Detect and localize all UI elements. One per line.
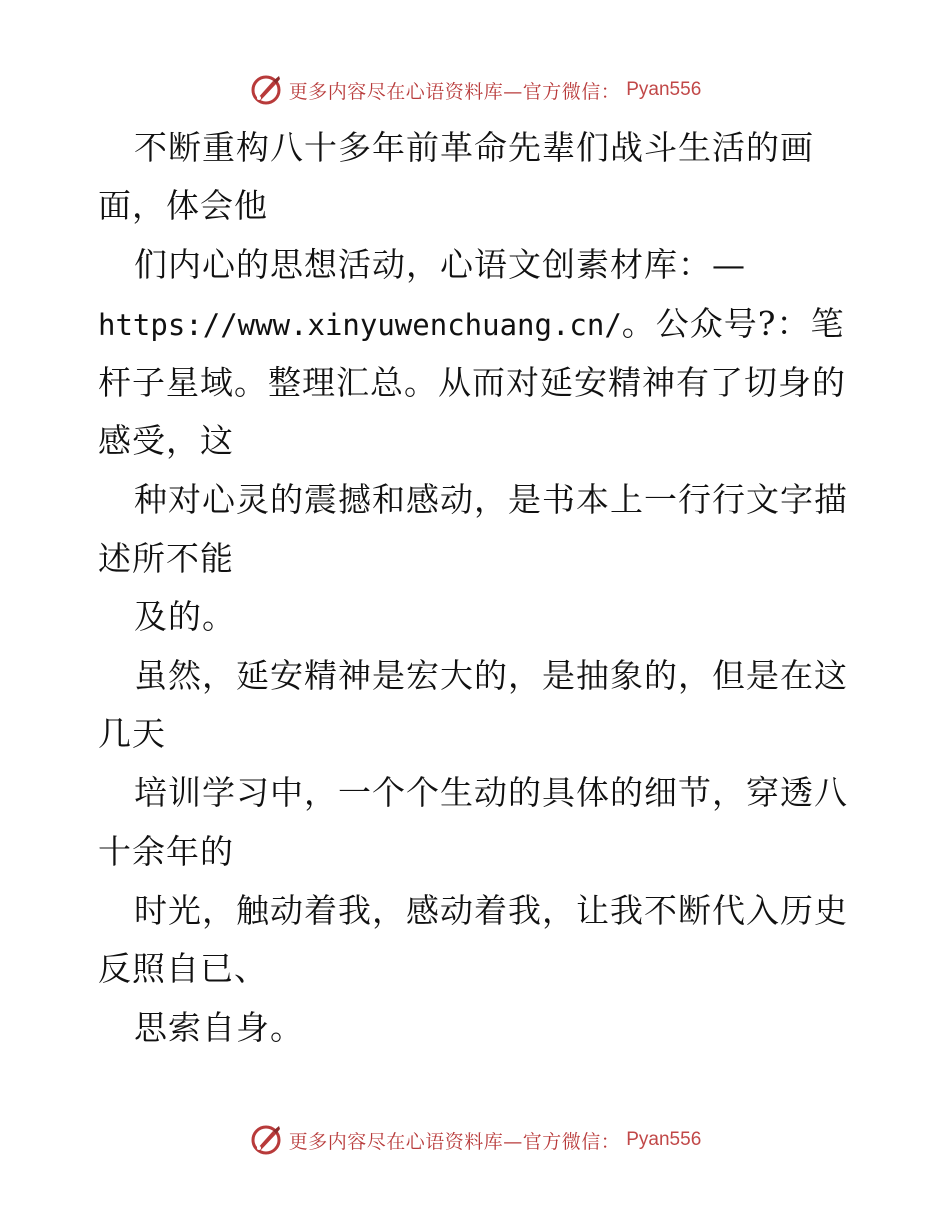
paragraph-line: 感受，这	[98, 421, 234, 460]
source-url-text: https://www.xinyuwenchuang.cn/	[98, 308, 622, 342]
paragraph-line-url	[98, 304, 845, 345]
watermark-text: 更多内容尽在心语资料库—官方微信：	[288, 1130, 621, 1153]
paragraph-line: 时光，触动着我，感动着我，让我不断代入历史	[134, 891, 848, 930]
watermark-wechat-id: Pyan556	[626, 1129, 702, 1150]
paragraph-line: 种对心灵的震撼和感动，是书本上一行行文字描	[134, 480, 848, 519]
watermark-wechat-id: Pyan556	[626, 79, 702, 100]
paragraph-line: 杆子星域。整理汇总。从而对延安精神有了切身的	[98, 363, 846, 402]
watermark-text: 更多内容尽在心语资料库—官方微信：	[288, 80, 621, 103]
paragraph-line: 几天	[98, 714, 166, 753]
paragraph-line: 们内心的思想活动，心语文创素材库：—	[134, 245, 746, 284]
quill-pen-seal-icon	[249, 73, 283, 107]
paragraph-line: 不断重构八十多年前革命先辈们战斗生活的画	[134, 128, 814, 167]
paragraph-line: 虽然，延安精神是宏大的，是抽象的，但是在这	[134, 656, 848, 695]
paragraph-line: 反照自已、	[98, 949, 268, 988]
paragraph-line: 培训学习中，一个个生动的具体的细节，穿透八	[134, 773, 848, 812]
header-watermark	[0, 70, 950, 110]
quill-pen-seal-icon	[249, 1123, 283, 1157]
paragraph-line: 思索自身。	[134, 1008, 304, 1047]
paragraph-line: 十余年的	[98, 832, 234, 871]
paragraph-line-tail: 。公众号?：笔	[621, 304, 845, 343]
paragraph-line: 面，体会他	[98, 186, 268, 225]
footer-watermark	[0, 1120, 950, 1160]
paragraph-line: 述所不能	[98, 539, 234, 578]
paragraph-line: 及的。	[134, 597, 236, 636]
